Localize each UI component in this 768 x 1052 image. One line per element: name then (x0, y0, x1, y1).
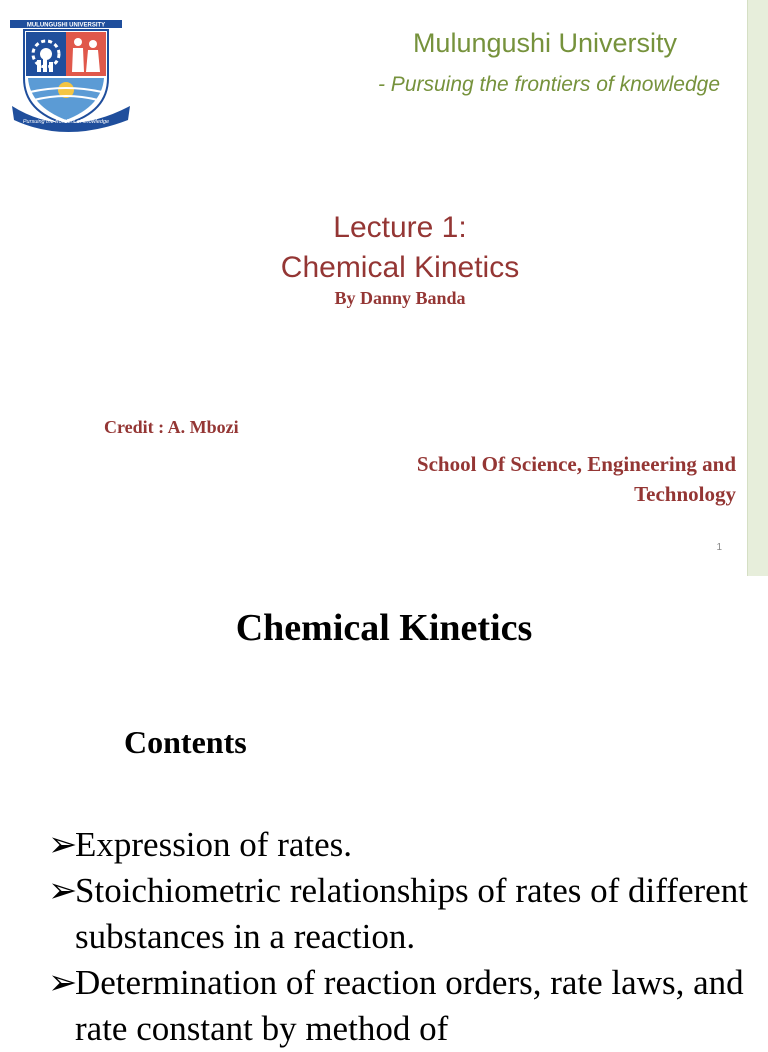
contents-slide-title: Chemical Kinetics (235, 607, 533, 649)
list-item-text: Stoichiometric relationships of rates of different substances in a reaction. (75, 871, 748, 956)
lecture-topic: Chemical Kinetics (280, 251, 520, 284)
school-name: School Of Science, Engineering and Technology (416, 452, 736, 506)
university-crest-icon (8, 20, 134, 132)
list-item-text: Determination of reaction orders, rate laws, and rate constant by method of (75, 963, 744, 1048)
contents-list (48, 822, 748, 1052)
lecture-number: Lecture 1: (333, 211, 467, 244)
contents-heading: Contents (124, 724, 247, 760)
slide-side-bar (747, 0, 768, 576)
slide-number: 1 (716, 542, 722, 553)
author-line: By Danny Banda (334, 288, 466, 308)
contents-slide (0, 576, 768, 1048)
list-item (48, 822, 748, 868)
logo-top-text: MULUNGUSHI UNIVERSITY (26, 22, 106, 29)
list-item (48, 868, 748, 960)
list-item-text: Expression of rates. (75, 825, 353, 864)
arrow-bullet-icon: ➢ (48, 963, 78, 1002)
logo-motto: Pursuing the frontiers of knowledge (22, 119, 110, 125)
arrow-bullet-icon: ➢ (48, 825, 78, 864)
university-name: Mulungushi University (412, 28, 678, 58)
arrow-bullet-icon: ➢ (48, 871, 78, 910)
list-item (48, 960, 748, 1052)
university-tagline: - Pursuing the frontiers of knowledge (377, 73, 721, 96)
university-logo (8, 20, 134, 132)
lecture-title (200, 208, 600, 288)
credit-line: Credit : A. Mbozi (104, 417, 239, 437)
